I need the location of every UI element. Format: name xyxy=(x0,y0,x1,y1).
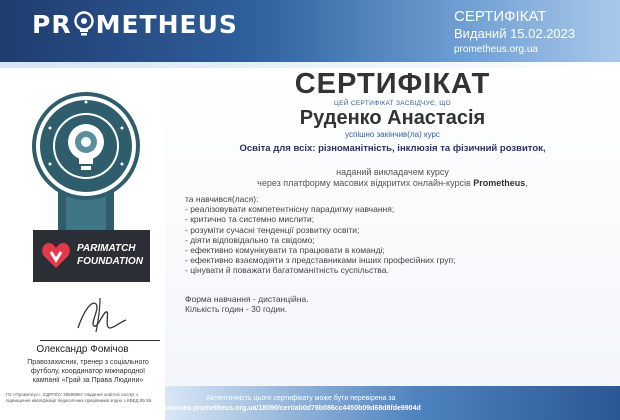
lightbulb-icon xyxy=(73,11,95,37)
certificate-body xyxy=(165,68,620,386)
header-certificate-label: СЕРТИФІКАТ xyxy=(454,8,547,25)
skill-item: - розуміти сучасні тенденції розвитку освіти; xyxy=(185,224,360,235)
partner-logo[interactable] xyxy=(33,230,150,282)
platform-name: Prometheus xyxy=(473,178,526,188)
skill-item: - критично та системно мислити; xyxy=(185,214,315,225)
logo-text-end: METHEUS xyxy=(95,10,238,39)
skill-item: - ефективно комунікувати та працювати в команді; xyxy=(185,245,385,256)
skill-item: - цінувати й поважати багатоманітність суспільства. xyxy=(185,265,389,276)
skills-intro: та навчився(лася): xyxy=(185,194,259,204)
platform-text xyxy=(165,178,620,188)
site-link[interactable]: prometheus.org.ua xyxy=(454,44,538,55)
partner-line-1: PARIMATCH xyxy=(77,243,136,254)
left-column xyxy=(0,68,165,420)
logo-text-start: PR xyxy=(32,10,72,39)
study-hours: Кількість годин - 30 годин. xyxy=(185,304,288,314)
prometheus-logo[interactable] xyxy=(32,10,238,39)
footer-band xyxy=(165,386,620,420)
skills-list xyxy=(185,194,605,276)
partner-line-2: FOUNDATION xyxy=(77,256,143,267)
taught-by-text: наданий викладачем курсу xyxy=(336,167,449,177)
signature-line xyxy=(40,340,160,341)
signature-image xyxy=(70,290,130,335)
study-form: Форма навчання - дистанційна. xyxy=(185,294,309,304)
signer-description: Правозахисник, тренер з соціального футболу, координатор міжнародної кампанії «Грай за Права Людини» xyxy=(27,359,149,384)
partner-name xyxy=(77,242,143,268)
platform-suffix: , xyxy=(525,178,528,188)
skill-item: - реалізовувати компетентнісну парадигму навчання; xyxy=(185,204,395,215)
issue-date: Виданий 15.02.2023 xyxy=(454,26,576,41)
completed-text: успішно закінчив(ла) курс xyxy=(345,130,440,139)
recipient-name: Руденко Анастасія xyxy=(299,107,486,129)
skill-item: - діяти відповідально та свідомо; xyxy=(185,234,315,245)
verify-text: Автентичність цього сертифікату може бути перевірена за xyxy=(206,395,396,402)
legal-text: ГО «Прометеус», ЄДРПОУ 39598867 Надання освітніх послуг з підвищення кваліфікації педагогічних працівників згідно з КВЕД 85.59. xyxy=(6,392,153,403)
platform-prefix: через платформу масових відкритих онлайн-курсів xyxy=(257,178,474,188)
verify-link[interactable]: https://courses.prometheus.org.ua/18090/cert/ab0d79b086cc4450b09d68d8fde9904d xyxy=(141,405,421,412)
parimatch-heart-icon xyxy=(41,240,71,272)
signer-name: Олександр Фомічов xyxy=(36,344,129,355)
attests-text: ЦЕЙ СЕРТИФІКАТ ЗАСВІДЧУЄ, ЩО xyxy=(334,100,451,107)
certificate-title: СЕРТИФІКАТ xyxy=(294,68,491,100)
skill-item: - ефективно взаємодіяти з представниками інших професійних груп; xyxy=(185,255,456,266)
course-title: Освіта для всіх: різноманітність, інклюзія та фізичний розвиток, xyxy=(239,143,546,154)
